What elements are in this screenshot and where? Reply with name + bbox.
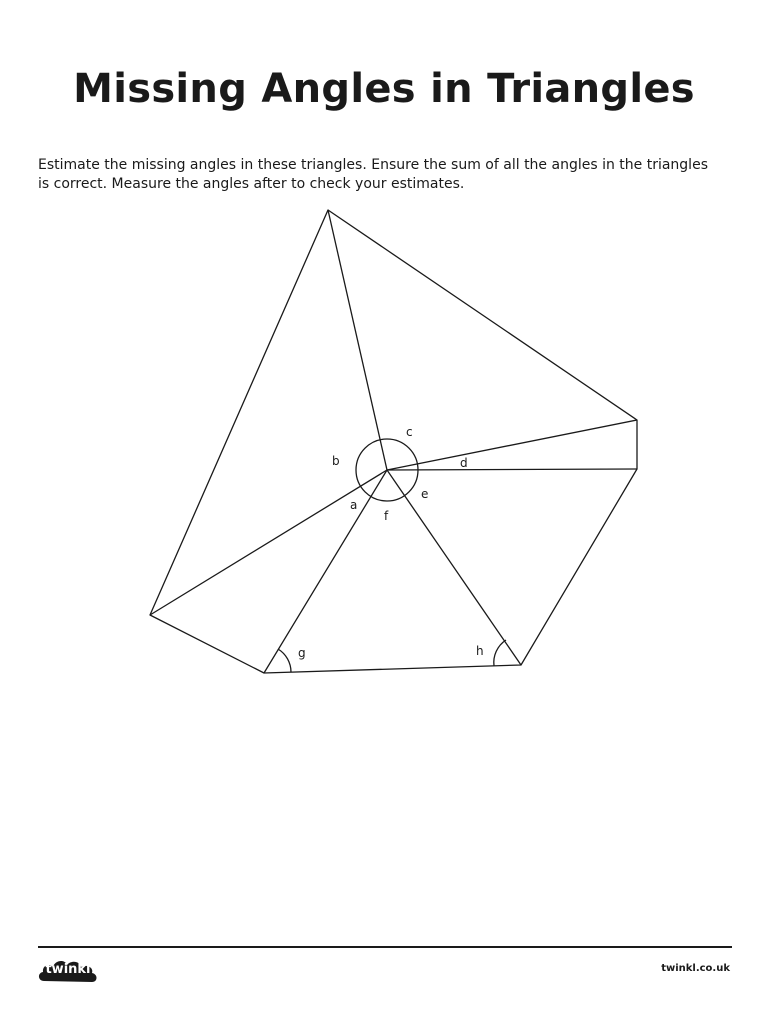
angle-label-h: h bbox=[476, 644, 484, 658]
angle-label-f: f bbox=[384, 509, 389, 523]
spoke-top bbox=[328, 210, 387, 470]
spoke-upper-right bbox=[387, 420, 637, 470]
angle-label-a: a bbox=[350, 498, 358, 512]
angle-label-e: e bbox=[421, 487, 429, 501]
instructions-line-2: is correct. Measure the angles after to check your estimates. bbox=[38, 176, 465, 192]
page-title: Missing Angles in Triangles bbox=[73, 66, 695, 112]
spoke-right bbox=[387, 469, 637, 470]
angle-label-d: d bbox=[460, 456, 468, 470]
angle-arc-g bbox=[278, 649, 291, 672]
logo-text: twinkl bbox=[45, 962, 91, 977]
angle-label-b: b bbox=[332, 454, 340, 468]
angle-label-g: g bbox=[298, 646, 306, 660]
angle-arc-h bbox=[494, 640, 506, 666]
spoke-lower-right bbox=[387, 470, 521, 665]
footer-site-link[interactable]: twinkl.co.uk bbox=[661, 963, 730, 974]
spoke-lower-left bbox=[264, 470, 387, 673]
outer-shape bbox=[150, 210, 637, 673]
footer-divider bbox=[38, 946, 732, 948]
instructions-line-1: Estimate the missing angles in these triangles. Ensure the sum of all the angles in the triangles bbox=[38, 157, 708, 173]
twinkl-logo bbox=[36, 955, 100, 987]
spoke-left bbox=[150, 470, 387, 615]
angle-label-c: c bbox=[406, 425, 413, 439]
